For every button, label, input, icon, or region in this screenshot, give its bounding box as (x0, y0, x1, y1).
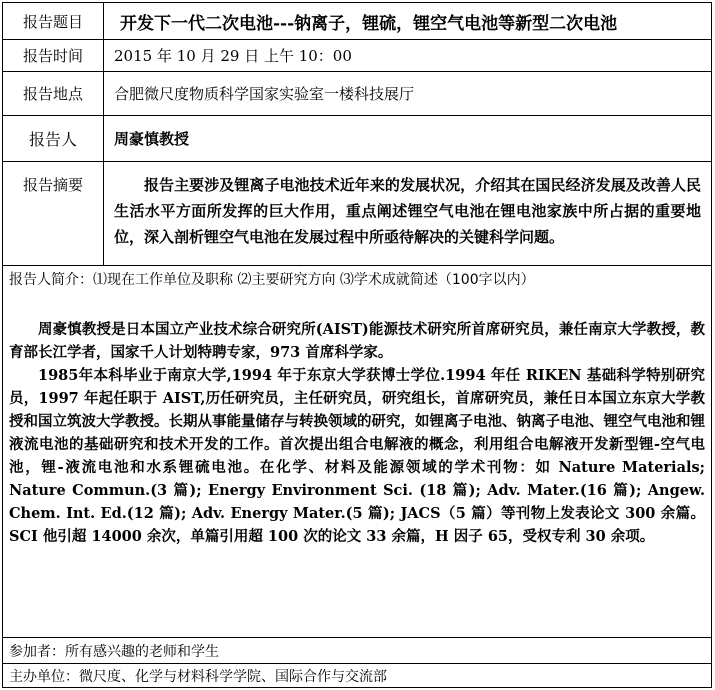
row-participants (3, 638, 711, 664)
speaker-label: 报告人 (3, 116, 104, 161)
speaker-value: 周豪慎教授 (114, 130, 190, 148)
row-speaker (3, 116, 711, 162)
place-label: 报告地点 (3, 72, 104, 115)
organizer-text: 主办单位：微尺度、化学与材料科学学院、国际合作与交流部 (9, 668, 387, 685)
row-organizer (3, 664, 711, 687)
abstract-label: 报告摘要 (3, 162, 104, 265)
place-value: 合肥微尺度物质科学国家实验室一楼科技展厅 (114, 85, 415, 103)
report-notice-table (2, 2, 712, 688)
row-bio (3, 266, 711, 638)
title-value: 开发下一代二次电池---钠离子，锂硫，锂空气电池等新型二次电池 (120, 13, 618, 34)
title-label: 报告题目 (3, 3, 104, 39)
time-value: 2015 年 10 月 29 日 上午 10：00 (114, 47, 352, 65)
bio-paragraph-2: 1985年本科毕业于南京大学,1994 年于东京大学获博士学位.1994 年任 RIKEN 基础科学特别研究员，1997 年起任职于 AIST,历任研究员，主任研究员，研究组长，首席研究员，兼任日本国立东京大学教授和国立筑波大学教授。长期从事能量储存与转换领域的研究，如锂离子电池、钠离子电池、锂空气电池和锂液流电池的基础研究和技术开发的工作。首次提出组合电解液的概念，利用组合电解液开发新型锂-空气电池，锂-液流电池和水系锂硫电池。在化学、材料及能源领域的学术刊物：如 Nature Materials; Nature Commun.(3 篇); Energy Environment Sci. (18 篇); Adv. Mater.(16 篇); Angew. Chem. Int. Ed.(12 篇); Adv. Energy Mater.(5 篇); JACS（5 篇）等刊物上发表论文 300 余篇。SCI 他引超 14000 余次，单篇引用超 100 次的论文 33 余篇，H 因子 65，受权专利 30 余项。 (9, 367, 705, 545)
participants-text: 参加者：所有感兴趣的老师和学生 (9, 643, 219, 660)
row-title (3, 3, 711, 40)
row-abstract (3, 162, 711, 266)
row-place (3, 72, 711, 116)
abstract-value: 报告主要涉及锂离子电池技术近年来的发展状况，介绍其在国民经济发展及改善人民生活水平方面所发挥的巨大作用，重点阐述锂空气电池在锂电池家族中所占据的重要地位，深入剖析锂空气电池在发展过程中所亟待解决的关键科学问题。 (114, 176, 701, 246)
bio-heading: 报告人简介：⑴现在工作单位及职称 ⑵主要研究方向 ⑶学术成就简述（100字以内） (9, 272, 535, 288)
row-time (3, 40, 711, 72)
bio-paragraph-1: 周豪慎教授是日本国立产业技术综合研究所(AIST)能源技术研究所首席研究员，兼任南京大学教授，教育部长江学者，国家千人计划特聘专家，973 首席科学家。 (9, 321, 705, 361)
time-label: 报告时间 (3, 40, 104, 71)
